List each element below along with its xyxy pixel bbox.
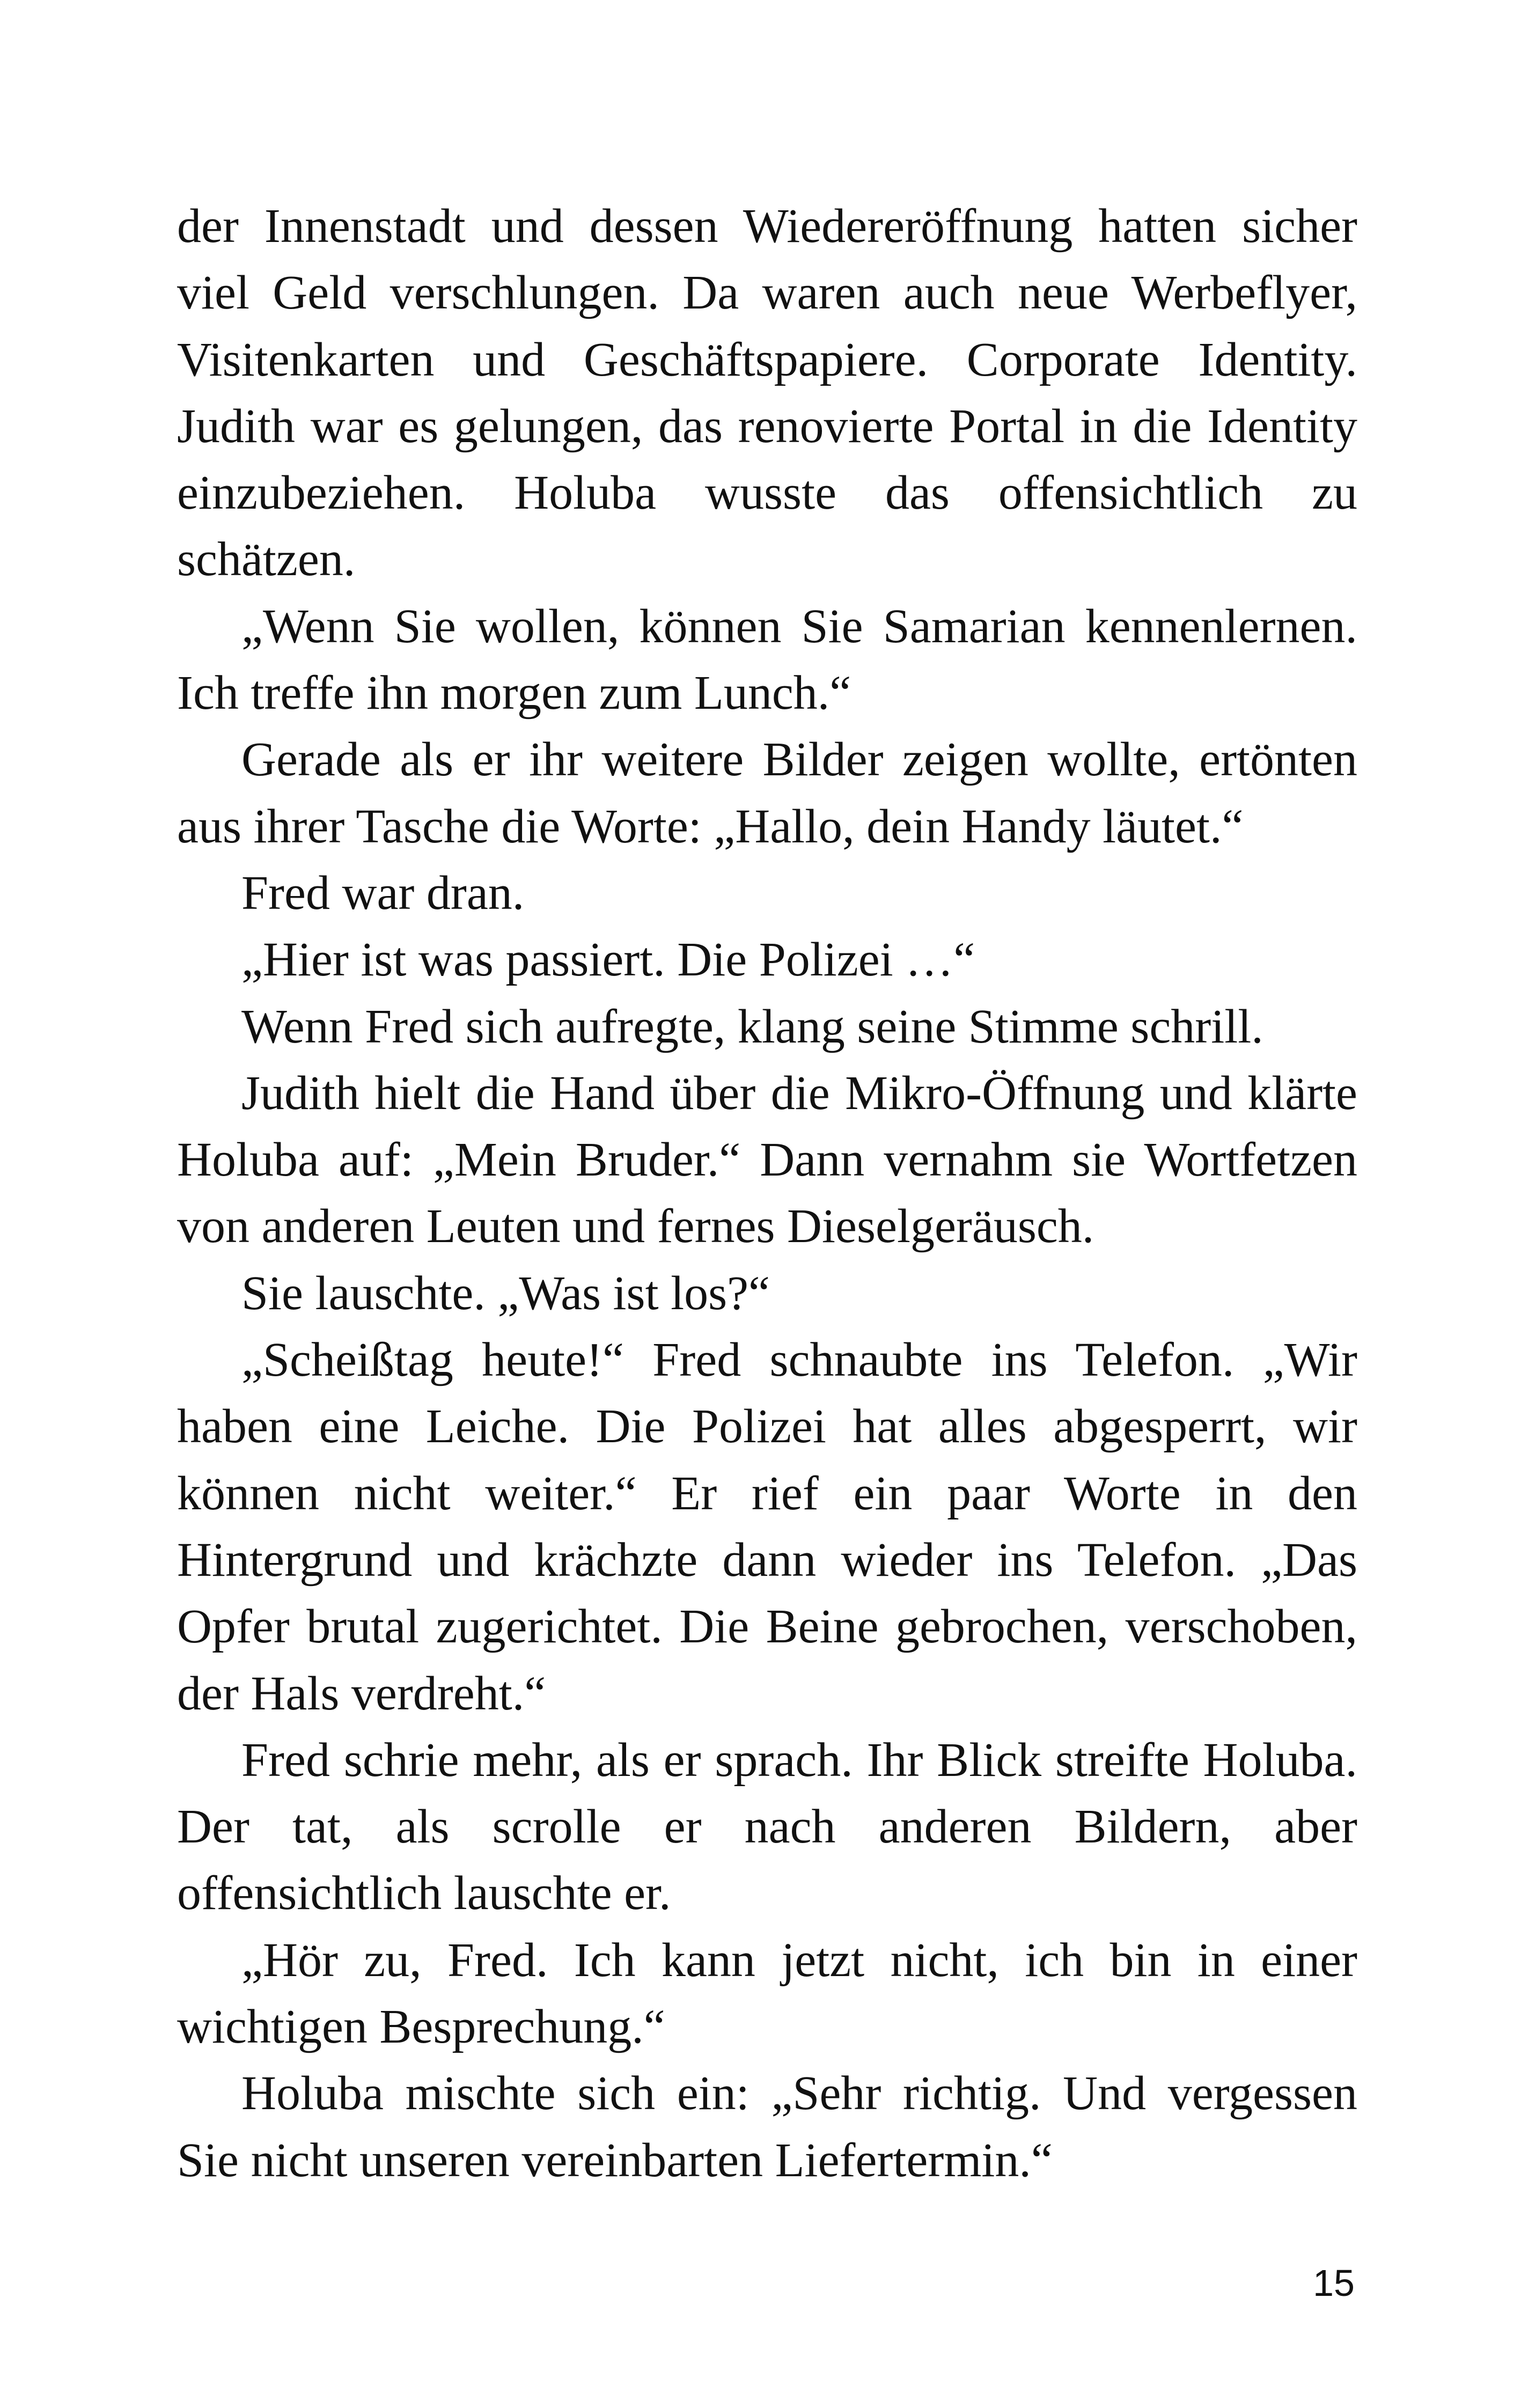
paragraph: Fred schrie mehr, als er sprach. Ihr Blick streifte Holuba. Der tat, als scrolle er nach anderen Bildern, aber offensichtlich lauschte er. [177,1733,1357,1920]
paragraph: der Innenstadt und dessen Wiedereröffnung hatten sicher viel Geld verschlungen. Da waren auch neue Werbeflyer, Visitenkarten und Geschäftspapiere. Corporate Identity. Judith war es gelungen, das renovierte Portal in die Identity einzubeziehen. Holuba wusste das offensichtlich zu schätzen. [177,200,1357,586]
page-number: 15 [1313,2262,1355,2304]
body-text [177,193,1357,2194]
paragraph: Gerade als er ihr weitere Bilder zeigen wollte, ertönten aus ihrer Tasche die Worte: „Hallo, dein Handy läutet.“ [177,733,1357,853]
paragraph: Holuba mischte sich ein: „Sehr richtig. Und vergessen Sie nicht unseren vereinbarten Liefertermin.“ [177,2067,1357,2187]
paragraph: „Hör zu, Fred. Ich kann jetzt nicht, ich bin in einer wichtigen Besprechung.“ [177,1933,1357,2054]
paragraph: Fred war dran. [241,866,525,920]
paragraph: „Hier ist was passiert. Die Polizei …“ [241,933,975,987]
paragraph: Judith hielt die Hand über die Mikro-Öffnung und klärte Holuba auf: „Mein Bruder.“ Dann vernahm sie Wortfetzen von anderen Leuten und fernes Dieselgeräusch. [177,1066,1357,1253]
paragraph: Sie lauschte. „Was ist los?“ [241,1266,770,1320]
paragraph: Wenn Fred sich aufregte, klang seine Stimme schrill. [241,1000,1263,1053]
paragraph: „Scheißtag heute!“ Fred schnaubte ins Telefon. „Wir haben eine Leiche. Die Polizei hat alles abgesperrt, wir können nicht weiter.“ Er rief ein paar Worte in den Hintergrund und krächzte dann wieder ins Telefon. „Das Opfer brutal zugerichtet. Die Beine gebrochen, verschoben, der Hals verdreht.“ [177,1333,1357,1720]
paragraph: „Wenn Sie wollen, können Sie Samarian kennenlernen. Ich treffe ihn morgen zum Lunch.“ [177,599,1357,720]
